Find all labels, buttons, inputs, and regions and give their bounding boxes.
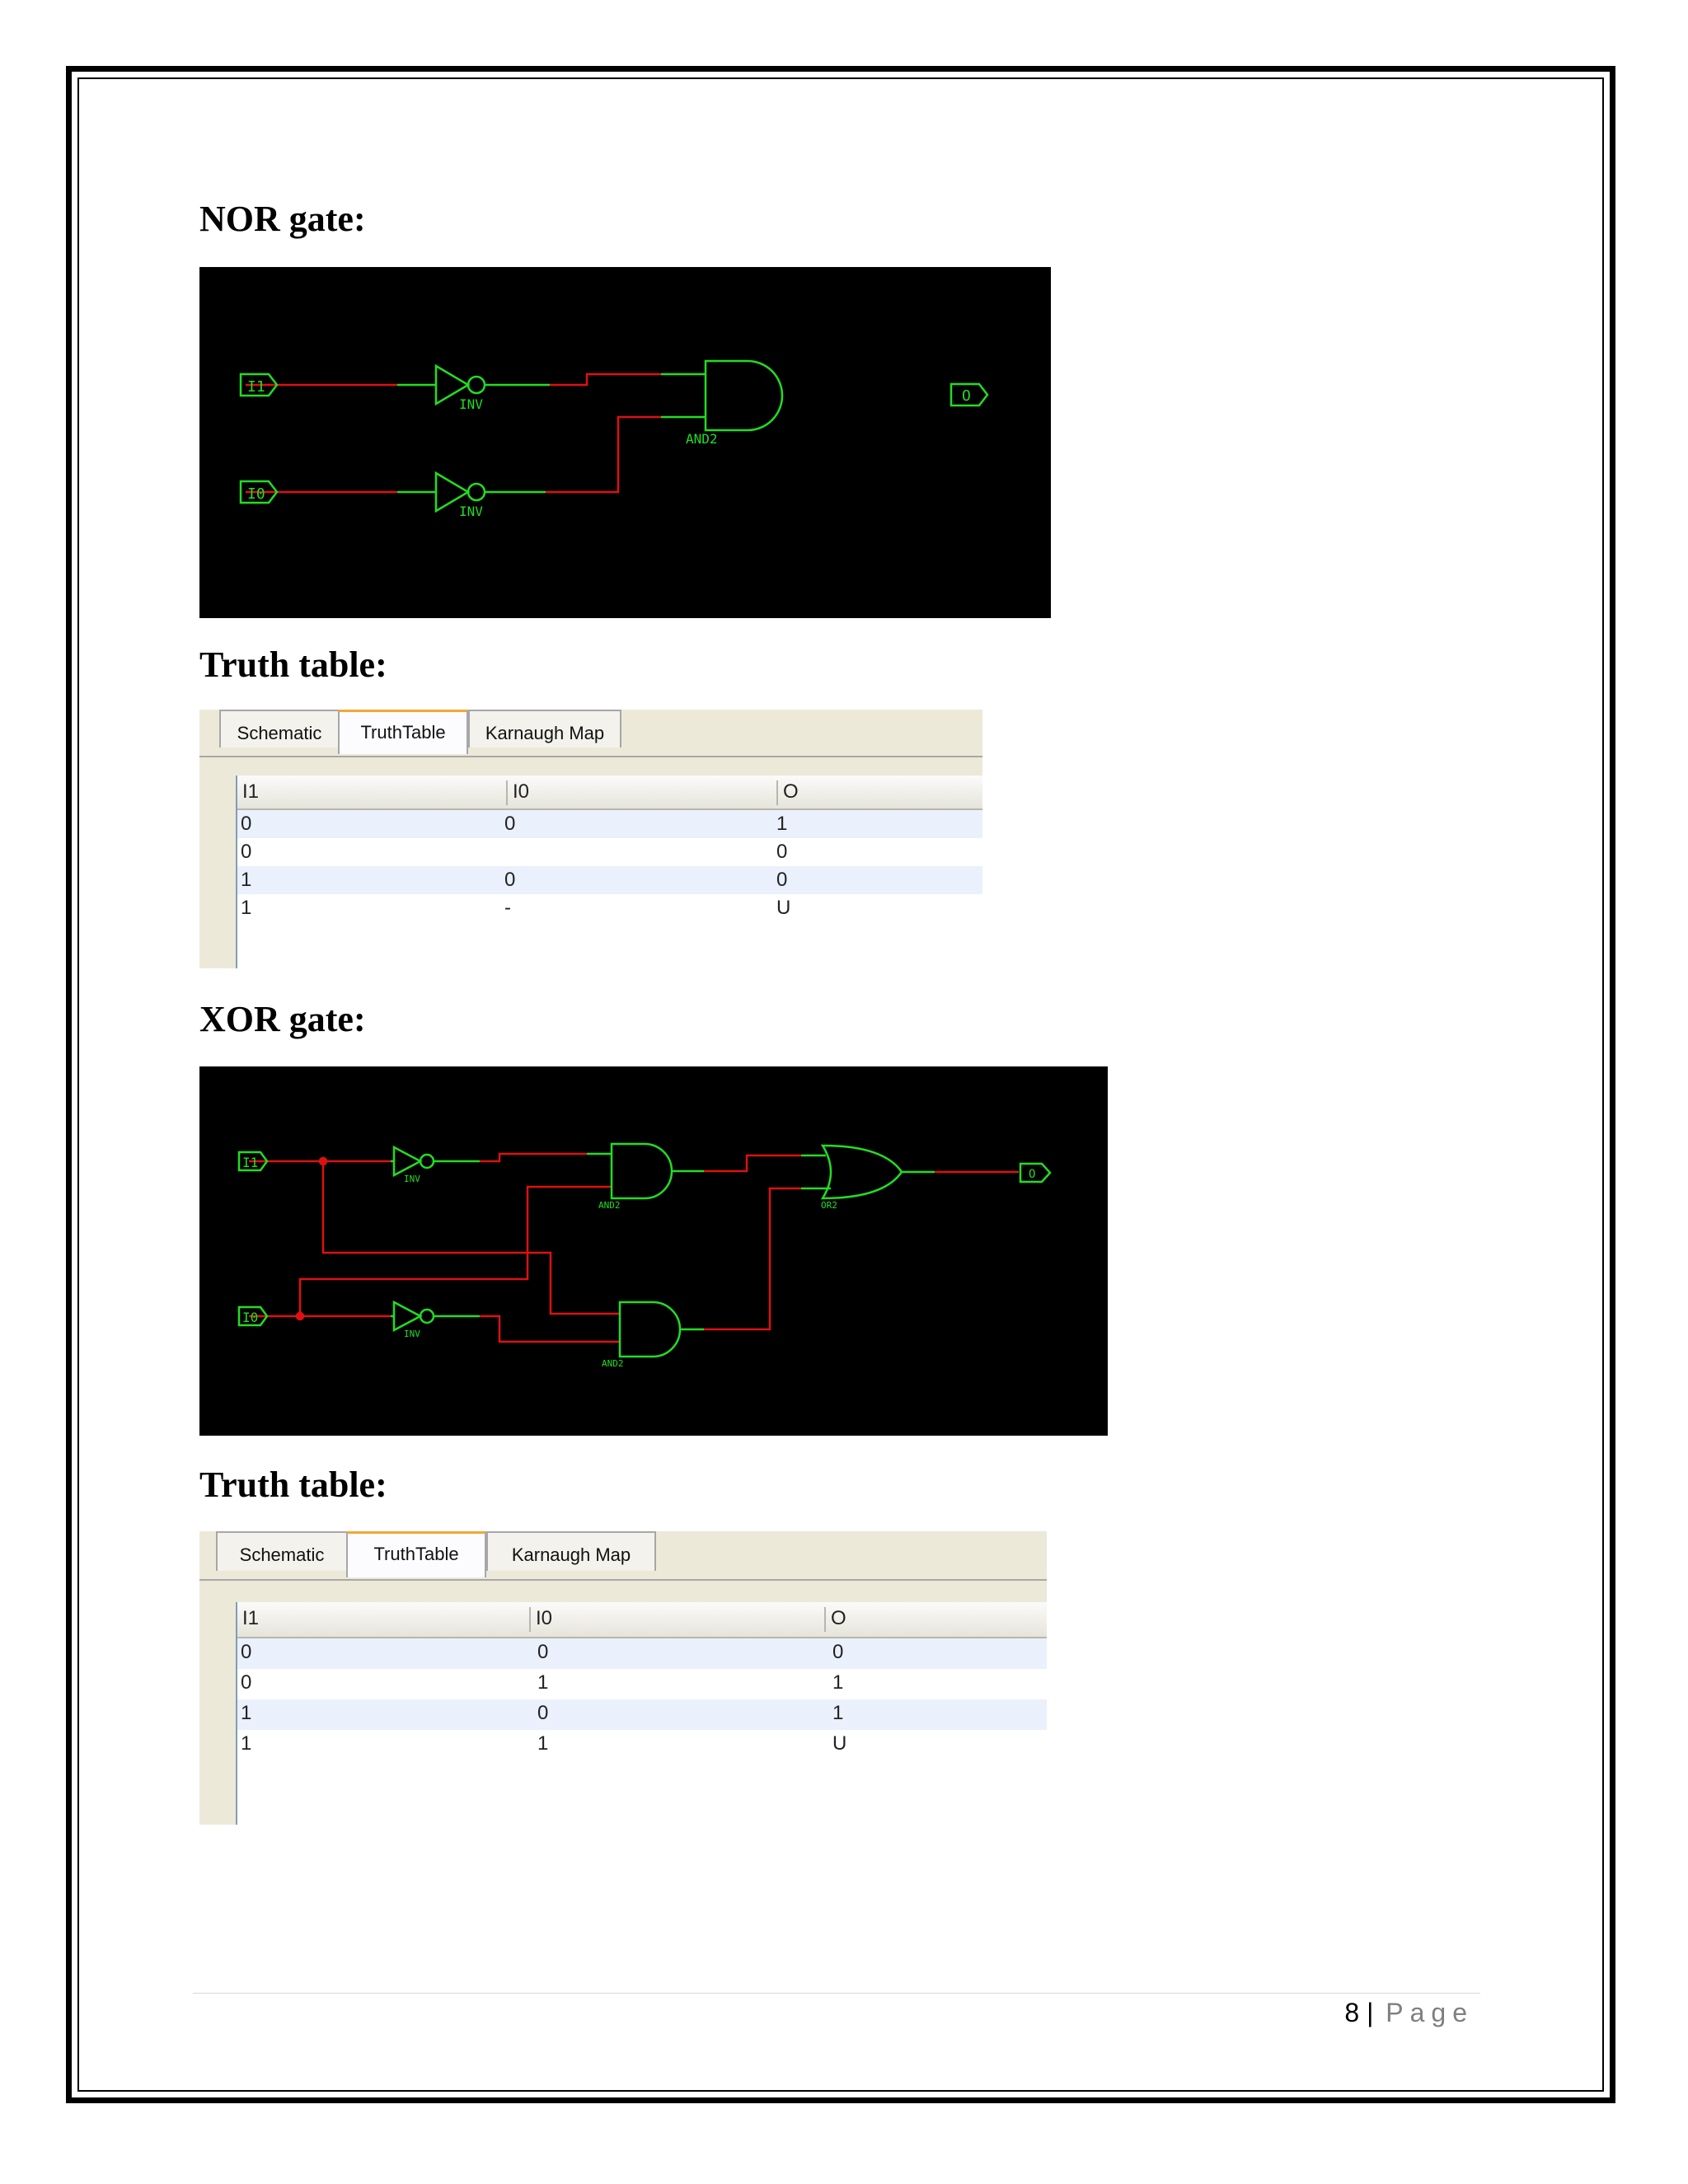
- nor-heading: NOR gate:: [199, 199, 366, 239]
- nor-table-header: [237, 776, 982, 810]
- xor-table-header: [237, 1602, 1047, 1638]
- nor-tab-karnaugh[interactable]: Karnaugh Map: [468, 710, 621, 748]
- nor-truth-panel: [199, 710, 982, 968]
- xor-tab-schematic[interactable]: Schematic: [216, 1531, 348, 1571]
- nor-and-label: AND2: [686, 431, 718, 447]
- nor-tabbar: [199, 710, 982, 757]
- nor-port-i1: I1: [247, 378, 265, 396]
- page-footer: [1344, 1998, 1474, 2028]
- nor-col-o: O: [776, 780, 799, 805]
- nor-tab-schematic[interactable]: Schematic: [219, 710, 340, 748]
- xor-and2-label: AND2: [602, 1358, 624, 1369]
- xor-tabbar: [199, 1531, 1047, 1581]
- table-row: 1 - U: [241, 897, 791, 919]
- nor-col-i1: I1: [242, 780, 260, 803]
- xor-col-i1: I1: [242, 1607, 260, 1629]
- xor-port-o: O: [1029, 1168, 1036, 1181]
- table-row: 0 0 1: [237, 810, 982, 838]
- xor-schematic: [199, 1066, 1108, 1436]
- nor-tab-truthtable[interactable]: TruthTable: [338, 710, 468, 754]
- table-row: 1 0 1: [237, 1699, 1047, 1730]
- footer-rule: [193, 1993, 1480, 1994]
- nor-inv1-label: INV: [459, 396, 483, 412]
- xor-port-i1: I1: [242, 1155, 259, 1170]
- table-row: 1 1 U: [241, 1732, 847, 1755]
- xor-truth-heading: Truth table:: [199, 1465, 387, 1505]
- nor-truth-heading: Truth table:: [199, 644, 387, 685]
- nor-inv2-label: INV: [459, 504, 483, 519]
- xor-col-o: O: [824, 1607, 846, 1632]
- xor-and1-label: AND2: [598, 1200, 621, 1211]
- page-number: 8: [1344, 1998, 1360, 2027]
- xor-truth-table: [236, 1602, 1047, 1825]
- xor-heading: XOR gate:: [199, 999, 366, 1039]
- xor-tab-karnaugh[interactable]: Karnaugh Map: [486, 1531, 656, 1571]
- nor-port-o: O: [962, 387, 971, 405]
- nor-truth-table: [236, 776, 982, 968]
- table-row: 0 0: [241, 841, 788, 863]
- nor-schematic: [199, 267, 1051, 618]
- nor-col-i0: I0: [506, 780, 529, 805]
- table-row: 0 1 1: [241, 1671, 844, 1694]
- table-row: 1 0 0: [237, 866, 982, 894]
- xor-or-label: OR2: [821, 1200, 837, 1211]
- page-label: Page: [1386, 1998, 1474, 2027]
- footer-separator: |: [1367, 1998, 1374, 2027]
- xor-inv1-label: INV: [404, 1174, 420, 1184]
- xor-inv2-label: INV: [404, 1329, 420, 1339]
- xor-truth-panel: [199, 1531, 1047, 1825]
- xor-col-i0: I0: [529, 1607, 552, 1632]
- nor-port-i0: I0: [247, 485, 265, 503]
- table-row: 0 0 0: [237, 1638, 1047, 1669]
- xor-tab-truthtable[interactable]: TruthTable: [346, 1531, 486, 1577]
- xor-port-i0: I0: [242, 1310, 259, 1325]
